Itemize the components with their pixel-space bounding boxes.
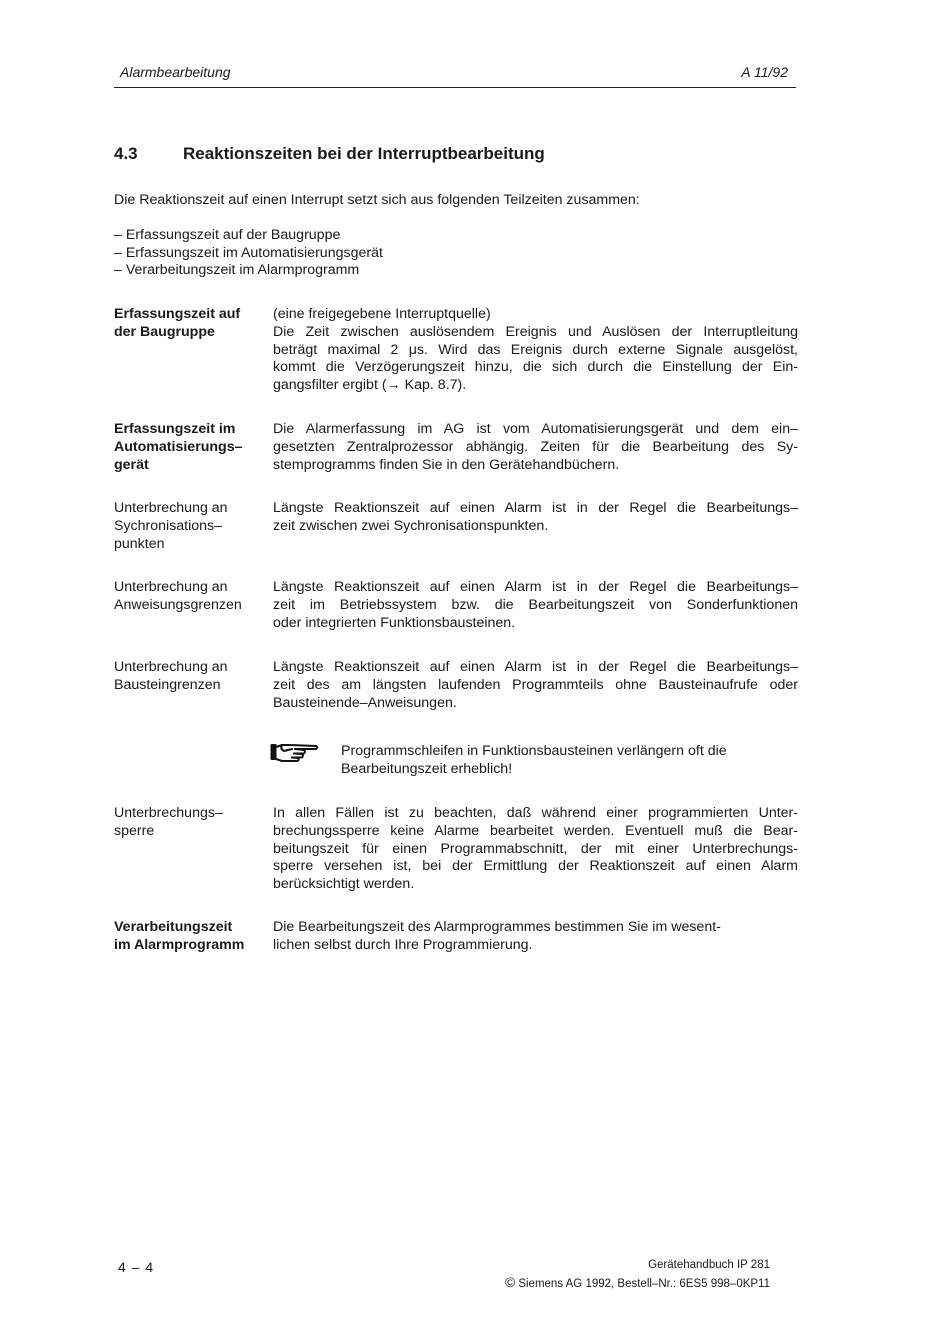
entry-description [273, 579, 798, 632]
entry-description [273, 421, 798, 474]
desc-line: In allen Fällen ist zu beachten, daß während einer programmierten Unter- [273, 805, 798, 821]
entry-description [273, 805, 798, 894]
header-chapter-title: Alarmbearbeitung [120, 64, 231, 80]
desc-line: lichen selbst durch Ihre Programmierung. [273, 936, 533, 953]
copyright-symbol: © [505, 1274, 516, 1290]
page-number: 4 – 4 [118, 1259, 155, 1275]
note-line: Bearbeitungszeit erheblich! [341, 760, 513, 777]
term-line: der Baugruppe [114, 323, 215, 340]
entry-term [114, 421, 269, 474]
note-line: Programmschleifen in Funktionsbausteinen verlängern oft die [341, 743, 727, 759]
term-line: Sychronisations– [114, 517, 223, 534]
desc-line: zeit im Betriebssystem bzw. die Bearbeitungszeit von Sonderfunktionen [273, 596, 798, 613]
header-edition: A 11/92 [741, 64, 788, 80]
term-line: im Alarmprogramm [114, 936, 245, 953]
desc-line: kommt die Verzögerungszeit hinzu, die sich durch die Einstellung der Ein- [273, 359, 798, 376]
desc-line: Längste Reaktionszeit auf einen Alarm ist in der Regel die Bearbeitungs– [273, 500, 798, 516]
desc-line: gesetzten Zentralprozessor abhängig. Zeiten für die Bearbeitung des Sy- [273, 438, 798, 455]
term-line: gerät [114, 456, 149, 473]
note-text [341, 743, 727, 779]
desc-line: beitungszeit für einen Programmabschnitt, der mit einer Unterbrechungs- [273, 840, 798, 857]
section-title: Reaktionszeiten bei der Interruptbearbeitung [183, 144, 545, 163]
term-line: Unterbrechungs– [114, 805, 223, 821]
manual-title: Gerätehandbuch IP 281 [648, 1259, 770, 1271]
copyright-line [505, 1274, 770, 1293]
entry-term [114, 659, 269, 695]
entry-term [114, 500, 269, 553]
intro-paragraph: Die Reaktionszeit auf einen Interrupt setzt sich aus folgenden Teilzeiten zusammen: [114, 192, 640, 208]
pointing-hand-icon [270, 741, 320, 763]
list-item: – Verarbeitungszeit im Alarmprogramm [114, 262, 360, 279]
term-line: Automatisierungs– [114, 438, 243, 455]
desc-line: beträgt maximal 2 μs. Wird das Ereignis durch externe Signale ausgelöst, [273, 341, 798, 358]
term-line: Unterbrechung an [114, 659, 228, 675]
section-number: 4.3 [114, 144, 138, 163]
desc-line: brechungssperre keine Alarme bearbeitet werden. Eventuell muß die Bear- [273, 822, 798, 839]
desc-line: (eine freigegebene Interruptquelle) [273, 306, 491, 322]
desc-line: sperre versehen ist, bei der Ermittlung der Reaktionszeit auf einen Alarm [273, 858, 798, 875]
entry-description [273, 919, 798, 955]
component-list [114, 227, 383, 280]
entry-term [114, 306, 269, 342]
term-line: sperre [114, 822, 155, 839]
entry-description [273, 500, 798, 536]
entry-term [114, 579, 269, 615]
footer-publication-info [505, 1257, 770, 1293]
term-line: Erfassungszeit auf [114, 306, 241, 322]
entry-description [273, 306, 798, 395]
desc-line: gangsfilter ergibt (→ Kap. 8.7). [273, 377, 467, 394]
desc-line: Längste Reaktionszeit auf einen Alarm ist in der Regel die Bearbeitungs– [273, 659, 798, 675]
section-heading [114, 144, 545, 164]
copyright-text: Siemens AG 1992, Bestell–Nr.: 6ES5 998–0KP11 [518, 1278, 770, 1290]
term-line: Erfassungszeit im [114, 421, 236, 437]
desc-line: Die Alarmerfassung im AG ist vom Automatisierungsgerät und dem ein– [273, 421, 798, 437]
entry-description [273, 659, 798, 712]
desc-line: zeit des am längsten laufenden Programmteils ohne Bausteinaufrufe oder [273, 676, 798, 693]
term-line: Unterbrechung an [114, 579, 228, 595]
list-item: – Erfassungszeit im Automatisierungsgerät [114, 244, 383, 261]
desc-line: Längste Reaktionszeit auf einen Alarm ist in der Regel die Bearbeitungs– [273, 579, 798, 595]
entry-term [114, 919, 269, 955]
desc-line: Bausteinende–Anweisungen. [273, 694, 457, 711]
term-line: Anweisungsgrenzen [114, 596, 242, 613]
desc-line: oder integrierten Funktionsbausteinen. [273, 614, 516, 631]
term-line: Bausteingrenzen [114, 676, 221, 693]
desc-line: zeit zwischen zwei Sychronisationspunkten. [273, 517, 549, 534]
term-line: Unterbrechung an [114, 500, 228, 516]
desc-line: Die Zeit zwischen auslösendem Ereignis und Auslösen der Interruptleitung [273, 323, 798, 340]
list-item: – Erfassungszeit auf der Baugruppe [114, 227, 341, 243]
entry-term [114, 805, 269, 841]
running-header [114, 63, 796, 88]
term-line: Verarbeitungszeit [114, 919, 233, 935]
desc-line: Die Bearbeitungszeit des Alarmprogrammes bestimmen Sie im wesent- [273, 919, 721, 935]
term-line: punkten [114, 535, 165, 552]
desc-line: berücksichtigt werden. [273, 876, 415, 893]
desc-line: stemprogramms finden Sie in den Gerätehandbüchern. [273, 456, 620, 473]
